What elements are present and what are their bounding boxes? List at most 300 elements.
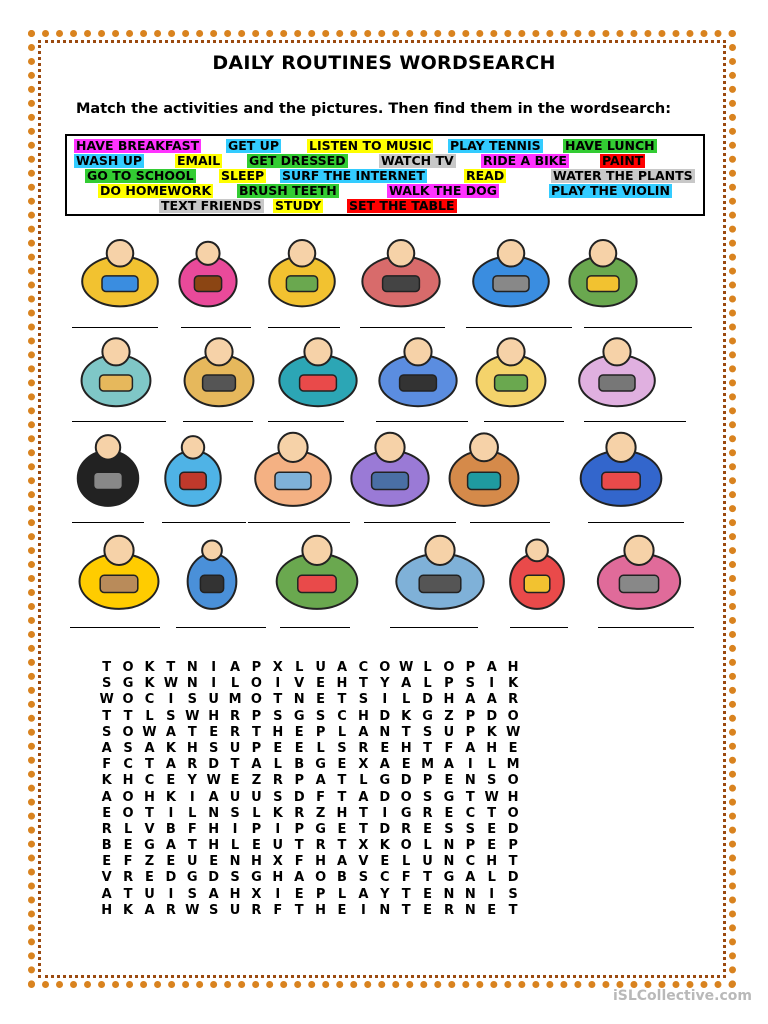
grid-letter[interactable]: B xyxy=(101,838,112,854)
grid-letter[interactable]: S xyxy=(102,676,112,692)
grid-letter[interactable]: T xyxy=(487,805,497,821)
grid-letter[interactable]: I xyxy=(382,692,388,708)
grid-letter[interactable]: L xyxy=(230,838,240,854)
grid-letter[interactable]: A xyxy=(465,740,476,756)
answer-line[interactable] xyxy=(390,627,478,628)
answer-line[interactable] xyxy=(268,421,344,422)
grid-letter[interactable]: M xyxy=(228,692,242,708)
grid-letter[interactable]: E xyxy=(444,773,454,789)
grid-letter[interactable]: C xyxy=(337,708,347,724)
grid-letter[interactable]: L xyxy=(230,676,240,692)
grid-letter[interactable]: I xyxy=(168,692,174,708)
grid-letter[interactable]: I xyxy=(382,805,388,821)
grid-letter[interactable]: E xyxy=(294,724,304,740)
grid-letter[interactable]: K xyxy=(272,805,283,821)
grid-letter[interactable]: U xyxy=(272,838,284,854)
grid-letter[interactable]: T xyxy=(358,821,368,837)
grid-letter[interactable]: P xyxy=(444,676,454,692)
grid-letter[interactable]: S xyxy=(444,821,454,837)
grid-letter[interactable]: T xyxy=(102,660,112,675)
grid-letter[interactable]: I xyxy=(489,886,495,902)
grid-letter[interactable]: E xyxy=(166,773,176,789)
grid-letter[interactable]: H xyxy=(357,708,369,724)
grid-letter[interactable]: T xyxy=(145,757,154,773)
answer-line[interactable] xyxy=(72,421,166,422)
grid-letter[interactable]: K xyxy=(379,838,390,854)
grid-letter[interactable]: H xyxy=(315,854,327,870)
grid-letter[interactable]: H xyxy=(336,805,348,821)
grid-letter[interactable]: D xyxy=(486,708,498,724)
grid-letter[interactable]: O xyxy=(507,773,519,789)
grid-letter[interactable]: Y xyxy=(380,676,390,692)
grid-letter[interactable]: G xyxy=(186,870,198,886)
grid-letter[interactable]: A xyxy=(465,870,476,886)
grid-letter[interactable]: C xyxy=(465,854,476,870)
grid-letter[interactable]: D xyxy=(379,821,391,837)
grid-letter[interactable]: F xyxy=(444,740,454,756)
grid-letter[interactable]: R xyxy=(230,724,241,740)
grid-letter[interactable]: T xyxy=(423,870,432,886)
grid-letter[interactable]: S xyxy=(208,902,219,918)
grid-letter[interactable]: P xyxy=(465,660,476,675)
grid-letter[interactable]: R xyxy=(251,902,262,918)
grid-letter[interactable]: S xyxy=(102,724,112,740)
grid-letter[interactable]: M xyxy=(506,757,520,773)
grid-letter[interactable]: Z xyxy=(144,854,155,870)
grid-letter[interactable]: E xyxy=(487,838,497,854)
grid-letter[interactable]: G xyxy=(400,805,412,821)
grid-letter[interactable]: C xyxy=(144,773,155,789)
grid-letter[interactable]: N xyxy=(293,692,305,708)
grid-letter[interactable]: P xyxy=(251,740,262,756)
grid-letter[interactable]: K xyxy=(165,789,176,805)
grid-letter[interactable]: H xyxy=(208,821,220,837)
grid-letter[interactable]: E xyxy=(209,724,219,740)
grid-letter[interactable]: S xyxy=(337,740,347,756)
grid-letter[interactable]: W xyxy=(206,773,221,789)
grid-letter[interactable]: U xyxy=(443,724,455,740)
grid-letter[interactable]: L xyxy=(337,724,347,740)
grid-letter[interactable]: P xyxy=(251,708,262,724)
grid-letter[interactable]: O xyxy=(122,724,134,740)
grid-letter[interactable]: T xyxy=(423,740,432,756)
grid-letter[interactable]: E xyxy=(444,805,454,821)
grid-letter[interactable]: T xyxy=(401,724,411,740)
grid-letter[interactable]: R xyxy=(187,757,198,773)
grid-letter[interactable]: G xyxy=(443,870,455,886)
grid-letter[interactable]: P xyxy=(251,660,262,675)
grid-letter[interactable]: K xyxy=(144,660,155,675)
answer-line[interactable] xyxy=(268,327,340,328)
grid-letter[interactable]: T xyxy=(166,660,176,675)
grid-letter[interactable]: E xyxy=(209,854,219,870)
grid-letter[interactable]: S xyxy=(508,886,518,902)
grid-letter[interactable]: A xyxy=(101,789,112,805)
grid-letter[interactable]: T xyxy=(337,838,347,854)
grid-letter[interactable]: R xyxy=(101,821,112,837)
grid-letter[interactable]: P xyxy=(465,724,476,740)
grid-letter[interactable]: R xyxy=(422,805,433,821)
answer-line[interactable] xyxy=(484,421,564,422)
grid-letter[interactable]: T xyxy=(187,724,197,740)
grid-letter[interactable]: R xyxy=(315,838,326,854)
grid-letter[interactable]: D xyxy=(208,757,220,773)
grid-letter[interactable]: S xyxy=(273,789,283,805)
grid-letter[interactable]: C xyxy=(144,692,155,708)
grid-letter[interactable]: T xyxy=(294,838,304,854)
grid-letter[interactable]: A xyxy=(401,676,412,692)
grid-letter[interactable]: E xyxy=(294,740,304,756)
grid-letter[interactable]: P xyxy=(465,838,476,854)
grid-letter[interactable]: C xyxy=(380,870,390,886)
answer-line[interactable] xyxy=(176,627,266,628)
grid-letter[interactable]: A xyxy=(144,740,155,756)
grid-letter[interactable]: I xyxy=(211,676,217,692)
grid-letter[interactable]: D xyxy=(379,789,391,805)
grid-letter[interactable]: E xyxy=(337,821,347,837)
grid-letter[interactable]: F xyxy=(273,902,283,918)
grid-letter[interactable]: T xyxy=(123,708,133,724)
grid-letter[interactable]: E xyxy=(316,692,326,708)
grid-letter[interactable]: T xyxy=(337,692,347,708)
grid-letter[interactable]: H xyxy=(315,902,327,918)
grid-letter[interactable]: O xyxy=(250,692,262,708)
grid-letter[interactable]: U xyxy=(315,660,326,675)
grid-letter[interactable]: E xyxy=(423,902,432,918)
grid-letter[interactable]: W xyxy=(163,676,179,692)
answer-line[interactable] xyxy=(470,522,550,523)
grid-letter[interactable]: E xyxy=(102,854,112,870)
grid-letter[interactable]: I xyxy=(467,757,473,773)
answer-line[interactable] xyxy=(466,327,572,328)
grid-letter[interactable]: N xyxy=(464,773,476,789)
grid-letter[interactable]: A xyxy=(443,757,454,773)
grid-letter[interactable]: W xyxy=(99,692,114,708)
grid-letter[interactable]: O xyxy=(122,789,134,805)
grid-letter[interactable]: A xyxy=(165,838,176,854)
grid-letter[interactable]: A xyxy=(208,789,219,805)
grid-letter[interactable]: G xyxy=(315,757,326,773)
grid-letter[interactable]: I xyxy=(360,902,366,918)
grid-letter[interactable]: A xyxy=(144,902,155,918)
grid-letter[interactable]: T xyxy=(187,838,197,854)
grid-letter[interactable]: M xyxy=(421,757,435,773)
grid-letter[interactable]: U xyxy=(251,789,262,805)
grid-letter[interactable]: C xyxy=(358,660,369,675)
grid-letter[interactable]: A xyxy=(486,692,497,708)
grid-letter[interactable]: E xyxy=(145,870,154,886)
grid-letter[interactable]: T xyxy=(401,902,411,918)
grid-letter[interactable]: S xyxy=(422,789,433,805)
grid-letter[interactable]: A xyxy=(379,757,390,773)
grid-letter[interactable]: H xyxy=(229,886,241,902)
grid-letter[interactable]: A xyxy=(208,886,219,902)
grid-letter[interactable]: S xyxy=(166,708,176,724)
answer-line[interactable] xyxy=(248,522,350,523)
grid-letter[interactable]: L xyxy=(423,838,432,854)
grid-letter[interactable]: A xyxy=(336,854,348,870)
grid-letter[interactable]: S xyxy=(273,708,283,724)
grid-letter[interactable]: U xyxy=(186,854,198,870)
grid-letter[interactable]: B xyxy=(165,821,176,837)
grid-letter[interactable]: G xyxy=(122,676,134,692)
answer-line[interactable] xyxy=(360,327,445,328)
grid-letter[interactable]: H xyxy=(208,838,220,854)
grid-letter[interactable]: A xyxy=(315,773,326,789)
grid-letter[interactable]: U xyxy=(208,692,219,708)
grid-letter[interactable]: N xyxy=(379,724,391,740)
grid-letter[interactable]: F xyxy=(294,854,304,870)
grid-letter[interactable]: A xyxy=(251,757,262,773)
grid-letter[interactable]: G xyxy=(144,838,155,854)
grid-letter[interactable]: I xyxy=(211,660,217,675)
grid-letter[interactable]: H xyxy=(507,660,519,675)
grid-letter[interactable]: L xyxy=(273,757,282,773)
grid-letter[interactable]: V xyxy=(294,676,305,692)
grid-letter[interactable]: R xyxy=(165,902,176,918)
grid-letter[interactable]: Z xyxy=(444,708,454,724)
grid-letter[interactable]: Y xyxy=(380,886,390,902)
grid-letter[interactable]: I xyxy=(489,676,495,692)
grid-letter[interactable]: T xyxy=(358,676,368,692)
grid-letter[interactable]: K xyxy=(401,708,412,724)
grid-letter[interactable]: H xyxy=(101,902,113,918)
grid-letter[interactable]: O xyxy=(122,660,134,675)
answer-line[interactable] xyxy=(510,627,568,628)
grid-letter[interactable]: R xyxy=(272,773,283,789)
grid-letter[interactable]: U xyxy=(229,740,241,756)
grid-letter[interactable]: W xyxy=(505,724,521,740)
grid-letter[interactable]: H xyxy=(144,789,155,805)
grid-letter[interactable]: H xyxy=(272,870,284,886)
grid-letter[interactable]: P xyxy=(465,708,476,724)
grid-letter[interactable]: N xyxy=(229,854,241,870)
grid-letter[interactable]: S xyxy=(187,692,197,708)
grid-letter[interactable]: A xyxy=(358,886,369,902)
grid-letter[interactable]: L xyxy=(487,757,496,773)
grid-letter[interactable]: X xyxy=(358,757,369,773)
answer-line[interactable] xyxy=(280,627,350,628)
grid-letter[interactable]: H xyxy=(336,676,348,692)
grid-letter[interactable]: R xyxy=(294,805,305,821)
grid-letter[interactable]: O xyxy=(379,660,391,675)
grid-letter[interactable]: Z xyxy=(251,773,262,789)
grid-letter[interactable]: K xyxy=(165,740,176,756)
grid-letter[interactable]: E xyxy=(273,740,283,756)
grid-letter[interactable]: D xyxy=(208,870,220,886)
grid-letter[interactable]: G xyxy=(315,821,326,837)
grid-letter[interactable]: F xyxy=(123,854,133,870)
grid-letter[interactable]: H xyxy=(486,740,498,756)
grid-letter[interactable]: E xyxy=(294,886,304,902)
grid-letter[interactable]: G xyxy=(293,708,305,724)
grid-letter[interactable]: D xyxy=(422,692,433,708)
grid-letter[interactable]: A xyxy=(101,740,112,756)
grid-letter[interactable]: H xyxy=(186,740,198,756)
grid-letter[interactable]: T xyxy=(123,886,133,902)
grid-letter[interactable]: E xyxy=(316,676,326,692)
grid-letter[interactable]: A xyxy=(336,660,348,675)
grid-letter[interactable]: E xyxy=(102,805,112,821)
grid-letter[interactable]: T xyxy=(358,805,368,821)
grid-letter[interactable]: D xyxy=(293,789,305,805)
grid-letter[interactable]: A xyxy=(165,724,176,740)
grid-letter[interactable]: A xyxy=(165,757,176,773)
grid-letter[interactable]: X xyxy=(272,854,283,870)
answer-line[interactable] xyxy=(598,627,694,628)
grid-letter[interactable]: F xyxy=(316,789,326,805)
grid-letter[interactable]: L xyxy=(145,708,154,724)
grid-letter[interactable]: L xyxy=(188,805,197,821)
grid-letter[interactable]: P xyxy=(315,886,326,902)
grid-letter[interactable]: X xyxy=(358,838,369,854)
grid-letter[interactable]: A xyxy=(294,870,305,886)
grid-letter[interactable]: C xyxy=(123,757,133,773)
answer-line[interactable] xyxy=(364,522,456,523)
grid-letter[interactable]: H xyxy=(443,692,455,708)
grid-letter[interactable]: A xyxy=(358,789,369,805)
grid-letter[interactable]: Z xyxy=(315,805,326,821)
grid-letter[interactable]: T xyxy=(337,773,347,789)
grid-letter[interactable]: K xyxy=(101,773,112,789)
grid-letter[interactable]: E xyxy=(487,902,497,918)
grid-letter[interactable]: E xyxy=(230,773,240,789)
grid-letter[interactable]: V xyxy=(144,821,155,837)
grid-letter[interactable]: D xyxy=(379,708,391,724)
grid-letter[interactable]: S xyxy=(465,676,476,692)
grid-letter[interactable]: V xyxy=(358,854,369,870)
grid-letter[interactable]: L xyxy=(123,821,133,837)
grid-letter[interactable]: L xyxy=(487,870,496,886)
grid-letter[interactable]: O xyxy=(315,870,327,886)
grid-letter[interactable]: I xyxy=(189,789,195,805)
grid-letter[interactable]: N xyxy=(464,902,476,918)
grid-letter[interactable]: U xyxy=(144,886,155,902)
grid-letter[interactable]: L xyxy=(295,660,304,675)
grid-letter[interactable]: W xyxy=(142,724,157,740)
grid-letter[interactable]: S xyxy=(230,805,240,821)
grid-letter[interactable]: T xyxy=(273,692,283,708)
grid-letter[interactable]: L xyxy=(423,660,432,675)
grid-letter[interactable]: D xyxy=(165,870,177,886)
grid-letter[interactable]: E xyxy=(380,854,390,870)
grid-letter[interactable]: P xyxy=(508,838,518,854)
grid-letter[interactable]: P xyxy=(294,773,304,789)
answer-line[interactable] xyxy=(72,522,144,523)
grid-letter[interactable]: E xyxy=(166,854,176,870)
grid-letter[interactable]: L xyxy=(359,773,368,789)
grid-letter[interactable]: O xyxy=(400,838,412,854)
grid-letter[interactable]: O xyxy=(443,660,455,675)
grid-letter[interactable]: E xyxy=(423,821,432,837)
grid-letter[interactable]: R xyxy=(230,708,241,724)
grid-letter[interactable]: T xyxy=(251,724,261,740)
grid-letter[interactable]: U xyxy=(422,854,433,870)
grid-letter[interactable]: R xyxy=(123,870,134,886)
grid-letter[interactable]: H xyxy=(400,740,412,756)
grid-letter[interactable]: I xyxy=(275,886,281,902)
grid-letter[interactable]: G xyxy=(251,870,262,886)
grid-letter[interactable]: N xyxy=(443,854,455,870)
grid-letter[interactable]: P xyxy=(422,773,433,789)
answer-line[interactable] xyxy=(588,522,684,523)
grid-letter[interactable]: I xyxy=(232,821,238,837)
grid-letter[interactable]: S xyxy=(465,821,476,837)
grid-letter[interactable]: S xyxy=(487,773,497,789)
grid-letter[interactable]: Y xyxy=(187,773,197,789)
grid-letter[interactable]: H xyxy=(250,854,262,870)
grid-letter[interactable]: O xyxy=(250,676,262,692)
grid-letter[interactable]: F xyxy=(187,821,197,837)
grid-letter[interactable]: U xyxy=(229,789,241,805)
grid-letter[interactable]: B xyxy=(294,757,305,773)
grid-letter[interactable]: G xyxy=(422,708,433,724)
grid-letter[interactable]: D xyxy=(507,870,519,886)
grid-letter[interactable]: H xyxy=(122,773,134,789)
grid-letter[interactable]: K xyxy=(486,724,497,740)
grid-letter[interactable]: E xyxy=(337,757,347,773)
answer-line[interactable] xyxy=(183,421,253,422)
grid-letter[interactable]: S xyxy=(422,724,433,740)
grid-letter[interactable]: T xyxy=(508,854,518,870)
grid-letter[interactable]: T xyxy=(145,805,154,821)
grid-letter[interactable]: C xyxy=(465,805,476,821)
grid-letter[interactable]: K xyxy=(508,676,519,692)
grid-letter[interactable]: S xyxy=(358,870,369,886)
grid-letter[interactable]: A xyxy=(101,886,112,902)
grid-letter[interactable]: T xyxy=(230,757,240,773)
grid-letter[interactable]: S xyxy=(187,886,197,902)
grid-letter[interactable]: A xyxy=(465,692,476,708)
grid-letter[interactable]: R xyxy=(401,821,412,837)
grid-letter[interactable]: X xyxy=(272,660,283,675)
grid-letter[interactable]: S xyxy=(208,740,219,756)
grid-letter[interactable]: O xyxy=(507,708,519,724)
grid-letter[interactable]: H xyxy=(272,724,284,740)
grid-letter[interactable]: E xyxy=(508,740,518,756)
grid-letter[interactable]: I xyxy=(168,886,174,902)
grid-letter[interactable]: E xyxy=(380,740,390,756)
grid-letter[interactable]: A xyxy=(230,660,241,675)
grid-letter[interactable]: N xyxy=(208,805,220,821)
grid-letter[interactable]: A xyxy=(358,724,369,740)
grid-letter[interactable]: E xyxy=(401,757,411,773)
grid-letter[interactable]: I xyxy=(168,805,174,821)
grid-letter[interactable]: N xyxy=(443,838,455,854)
grid-letter[interactable]: R xyxy=(443,902,454,918)
grid-letter[interactable]: T xyxy=(294,902,304,918)
grid-letter[interactable]: W xyxy=(185,902,200,918)
answer-line[interactable] xyxy=(181,327,251,328)
grid-letter[interactable]: S xyxy=(358,692,369,708)
grid-letter[interactable]: D xyxy=(400,773,412,789)
grid-letter[interactable]: P xyxy=(294,821,304,837)
answer-line[interactable] xyxy=(584,327,692,328)
answer-line[interactable] xyxy=(72,327,158,328)
grid-letter[interactable]: H xyxy=(208,708,220,724)
grid-letter[interactable]: K xyxy=(123,902,134,918)
answer-line[interactable] xyxy=(584,421,686,422)
grid-letter[interactable]: H xyxy=(486,854,498,870)
answer-line[interactable] xyxy=(376,421,468,422)
grid-letter[interactable]: K xyxy=(144,676,155,692)
answer-line[interactable] xyxy=(70,627,160,628)
grid-letter[interactable]: W xyxy=(185,708,200,724)
grid-letter[interactable]: A xyxy=(486,660,497,675)
grid-letter[interactable]: I xyxy=(275,821,281,837)
grid-letter[interactable]: D xyxy=(507,821,519,837)
grid-letter[interactable]: F xyxy=(102,757,112,773)
